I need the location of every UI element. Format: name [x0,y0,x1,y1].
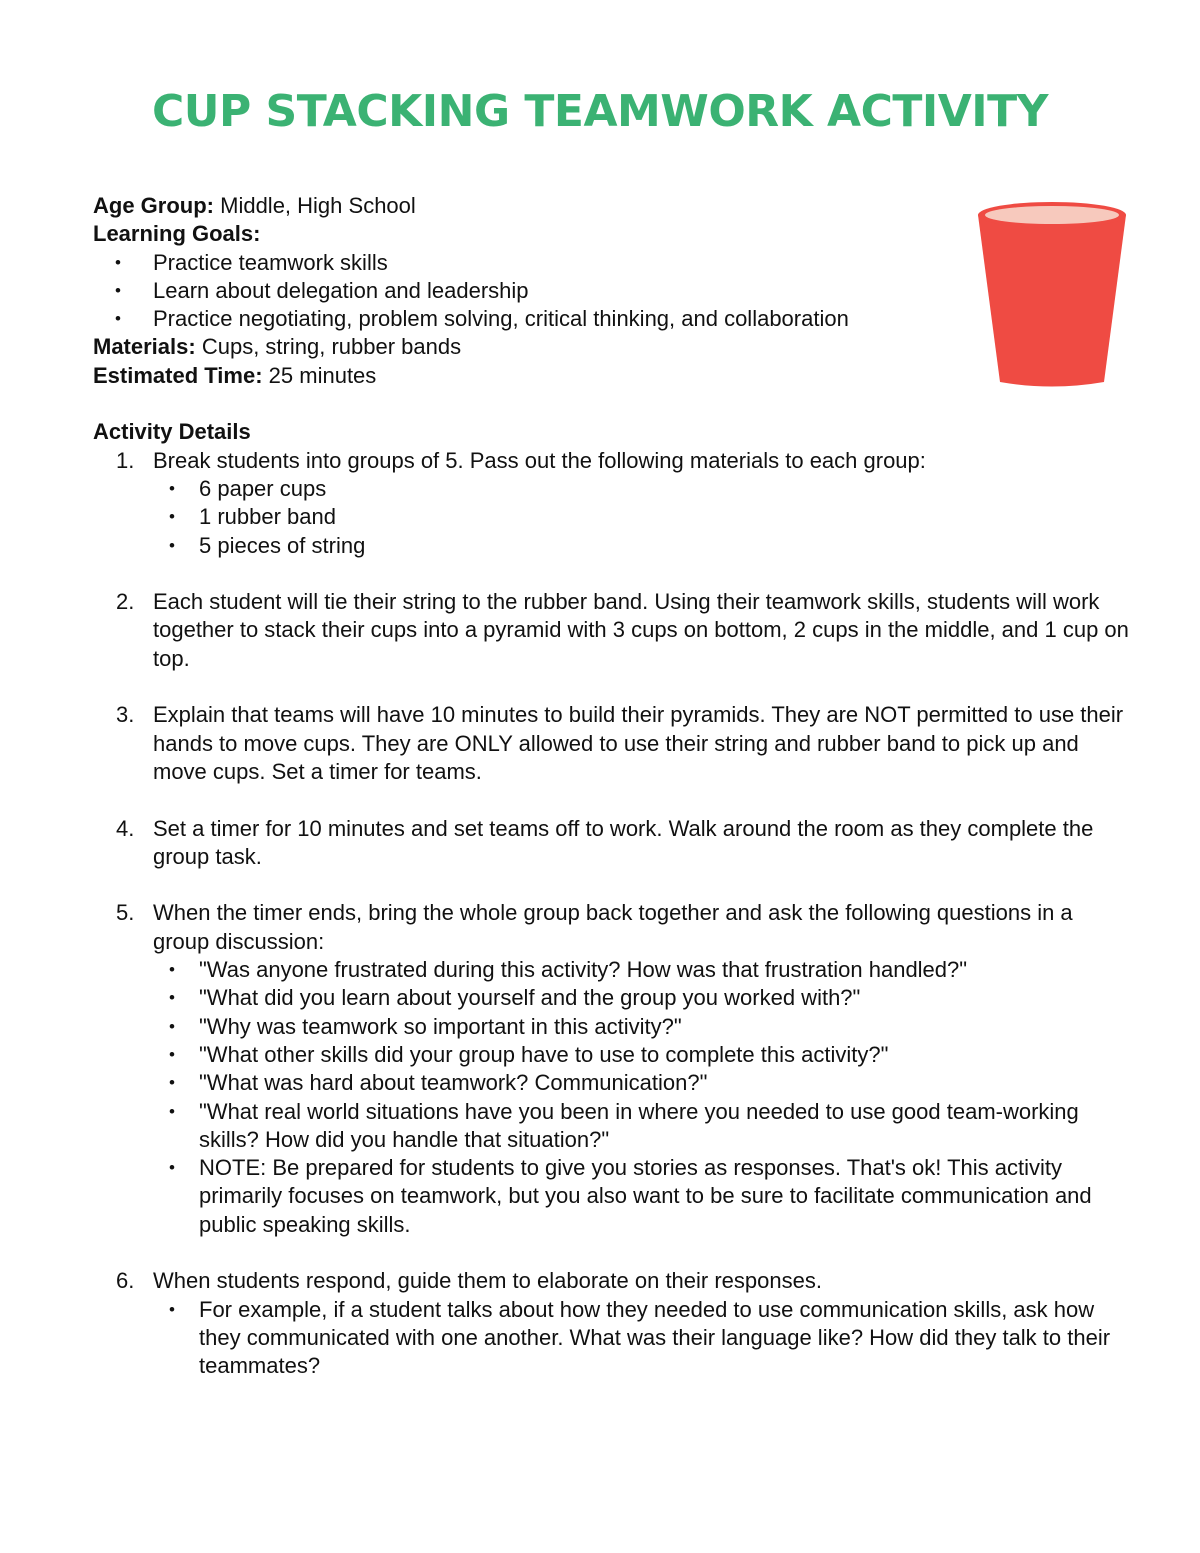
learning-goal-item: • Learn about delegation and leadership [93,277,1133,305]
age-group-line [93,192,1133,220]
activity-step [93,447,1133,560]
activity-step [93,815,1133,872]
learning-goals-label: Learning Goals: [93,221,261,247]
activity-steps-list [93,447,1133,1381]
sublist-item: • 5 pieces of string [153,532,1133,560]
activity-details-heading: Activity Details [93,419,251,445]
step-text: Explain that teams will have 10 minutes to build their pyramids. They are NOT permitted to use their hands to move cups. They are ONLY allowed to use their string and rubber band to pick up and move cups. Set a timer for teams. [153,702,1124,784]
sublist-item: • For example, if a student talks about how they needed to use communication skills, ask how they communicated with one another. What was their language like? How did they talk to their teammates? [153,1296,1133,1381]
activity-step [93,701,1133,786]
activity-step [93,588,1133,673]
step-number: 4. [116,815,135,841]
sublist-item: • 6 paper cups [153,475,1133,503]
page-title: CUP STACKING TEAMWORK ACTIVITY [151,86,1049,137]
discussion-question: • "What was hard about teamwork? Communication?" [153,1069,1133,1097]
materials-value: Cups, string, rubber bands [201,334,462,360]
discussion-question: • "What other skills did your group have to use to complete this activity?" [153,1041,1133,1069]
step-text: When the timer ends, bring the whole group back together and ask the following questions in a group discussion: [153,900,1073,954]
discussion-question: • "What real world situations have you been in where you needed to use good team-working skills? How did you handle that situation?" [153,1098,1133,1155]
learning-goal-item: • Practice negotiating, problem solving, critical thinking, and collaboration [93,305,1133,333]
step-number: 6. [116,1268,135,1294]
learning-goals-list [93,249,1133,334]
discussion-question: • "Why was teamwork so important in this activity?" [153,1013,1133,1041]
step-text: When students respond, guide them to elaborate on their responses. [153,1268,822,1294]
estimated-time-value: 25 minutes [268,362,377,388]
step-text: Break students into groups of 5. Pass out the following materials to each group: [153,447,926,473]
step-number: 5. [116,900,135,926]
materials-label: Materials: [93,334,196,360]
discussion-question: • "What did you learn about yourself and the group you worked with?" [153,984,1133,1012]
discussion-question: • "Was anyone frustrated during this activity? How was that frustration handled?" [153,956,1133,984]
materials-line [93,333,1133,361]
discussion-questions-list [153,956,1133,1239]
step-number: 3. [116,702,135,728]
step-text: Each student will tie their string to the rubber band. Using their teamwork skills, students will work together to stack their cups into a pyramid with 3 cups on bottom, 2 cups in the middle, and 1 cup on top. [153,589,1129,671]
step-number: 2. [116,589,135,615]
activity-step [93,1267,1133,1380]
estimated-time-label: Estimated Time: [93,362,263,388]
materials-sublist [153,475,1133,560]
age-group-label: Age Group: [93,193,214,218]
sublist-item: • 1 rubber band [153,503,1133,531]
step-number: 1. [116,447,135,473]
step-text: Set a timer for 10 minutes and set teams off to work. Walk around the room as they complete the group task. [153,815,1094,869]
learning-goal-item: • Practice teamwork skills [93,249,1133,277]
guidance-sublist [153,1296,1133,1381]
discussion-note: • NOTE: Be prepared for students to give you stories as responses. That's ok! This activity primarily focuses on teamwork, but you also want to be sure to facilitate communication and public speaking skills. [153,1154,1133,1239]
estimated-time-line [93,362,1133,390]
age-group-value: Middle, High School [220,193,416,218]
worksheet-content [93,192,1133,1380]
activity-step [93,899,1133,1239]
